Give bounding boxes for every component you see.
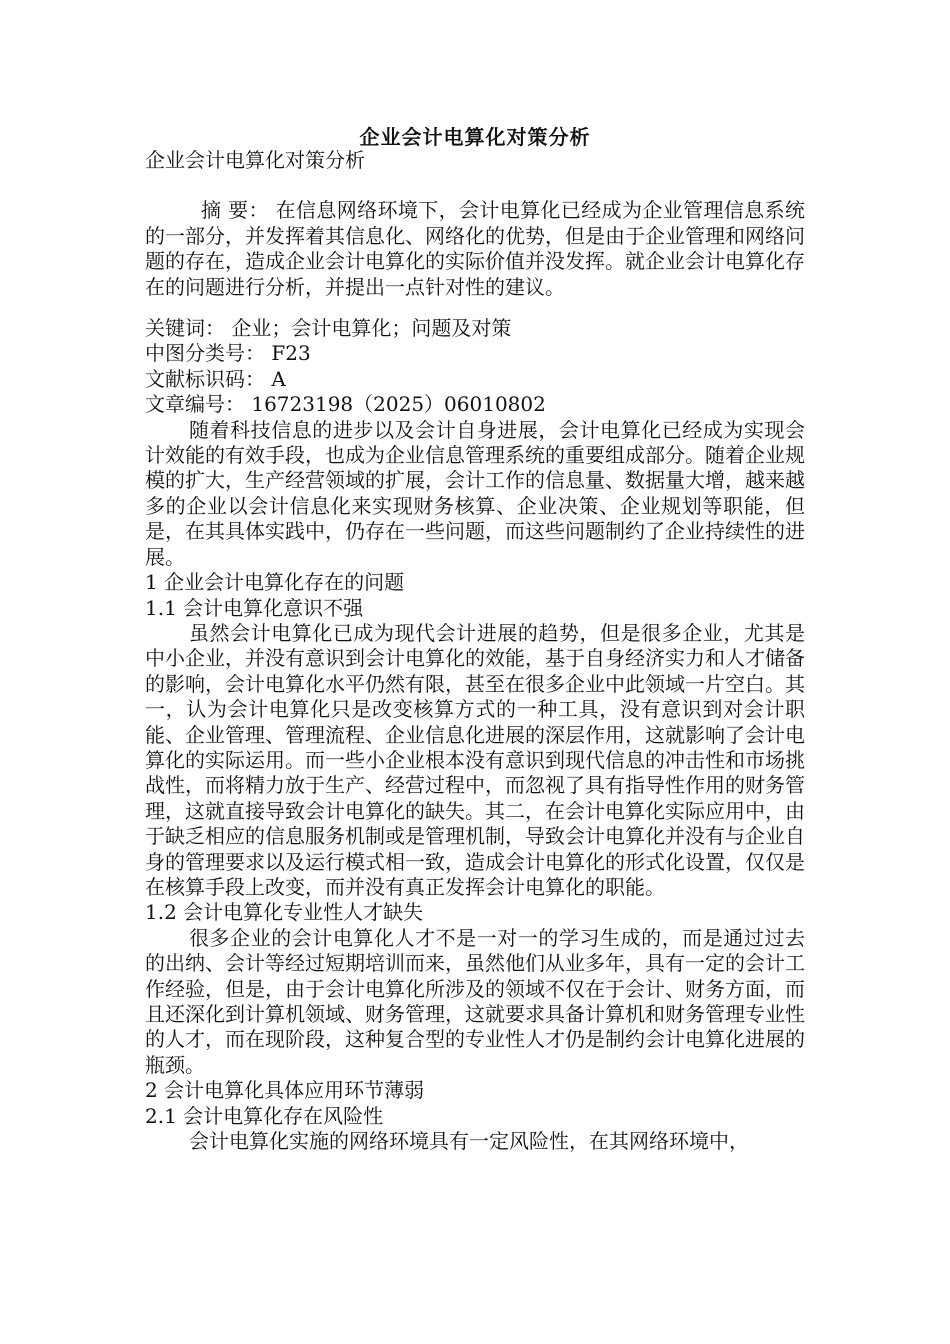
- intro-paragraph: 随着科技信息的进步以及会计自身进展，会计电算化已经成为实现会计效能的有效手段，也成为企业信息管理系统的重要组成部分。随着企业规模的扩大，生产经营领域的扩展，会计工作的信息量、数据量大增，越来越多的企业以会计信息化来实现财务核算、企业决策、企业规划等职能，但是，在其具体实践中，仍存在一些问题，而这些问题制约了企业持续性的进展。: [145, 417, 805, 569]
- section-heading-2: 2 会计电算化具体应用环节薄弱: [145, 1078, 425, 1103]
- paragraph-1-2: 很多企业的会计电算化人才不是一对一的学习生成的，而是通过过去的出纳、会计等经过短期培训而来，虽然他们从业多年，具有一定的会计工作经验，但是，由于会计电算化所涉及的领域不仅在于会计、财务方面，而且还深化到计算机领域、财务管理，这就要求具备计算机和财务管理专业性的人才，而在现阶段，这种复合型的专业性人才仍是制约会计电算化进展的瓶颈。: [145, 925, 805, 1077]
- spacer: [145, 173, 805, 198]
- section-heading-2-1: 2.1 会计电算化存在风险性: [145, 1103, 384, 1128]
- article-number-line: 文章编号： 16723198（2025）06010802: [145, 392, 546, 417]
- spacer: [145, 300, 805, 316]
- keywords-line: 关键词： 企业；会计电算化；问题及对策: [145, 316, 512, 341]
- doc-subtitle: 企业会计电算化对策分析: [145, 148, 365, 172]
- paragraph-1-1: 虽然会计电算化已成为现代会计进展的趋势，但是很多企业，尤其是中小企业，并没有意识到会计电算化的效能，基于自身经济实力和人才储备的影响，会计电算化水平仍然有限，甚至在很多企业中此领域一片空白。其一，认为会计电算化只是改变核算方式的一种工具，没有意识到对会计职能、企业管理、管理流程、企业信息化进展的深层作用，这就影响了会计电算化的实际运用。而一些小企业根本没有意识到现代信息的冲击性和市场挑战性，而将精力放于生产、经营过程中，而忽视了具有指导性作用的财务管理，这就直接导致会计电算化的缺失。其二，在会计电算化实际应用中，由于缺乏相应的信息服务机制或是管理机制，导致会计电算化并没有与企业自身的管理要求以及运行模式相一致，造成会计电算化的形式化设置，仅仅是在核算手段上改变，而并没有真正发挥会计电算化的职能。: [145, 620, 805, 899]
- doc-code-line: 文献标识码： A: [145, 366, 286, 391]
- abstract-paragraph: 摘 要： 在信息网络环境下，会计电算化已经成为企业管理信息系统的一部分，并发挥着其信息化、网络化的优势，但是由于企业管理和网络问题的存在，造成企业会计电算化的实际价值并没发挥。就企业会计电算化存在的问题进行分析，并提出一点针对性的建议。: [145, 198, 805, 299]
- paragraph-2-1: 会计电算化实施的网络环境具有一定风险性，在其网络环境中，: [189, 1129, 749, 1154]
- section-heading-1: 1 企业会计电算化存在的问题: [145, 570, 405, 595]
- section-heading-1-2: 1.2 会计电算化专业性人才缺失: [145, 900, 424, 925]
- section-heading-1-1: 1.1 会计电算化意识不强: [145, 595, 364, 620]
- doc-title: 企业会计电算化对策分析: [359, 125, 591, 149]
- doc-body: [145, 148, 805, 1154]
- clc-line: 中图分类号： F23: [145, 341, 311, 366]
